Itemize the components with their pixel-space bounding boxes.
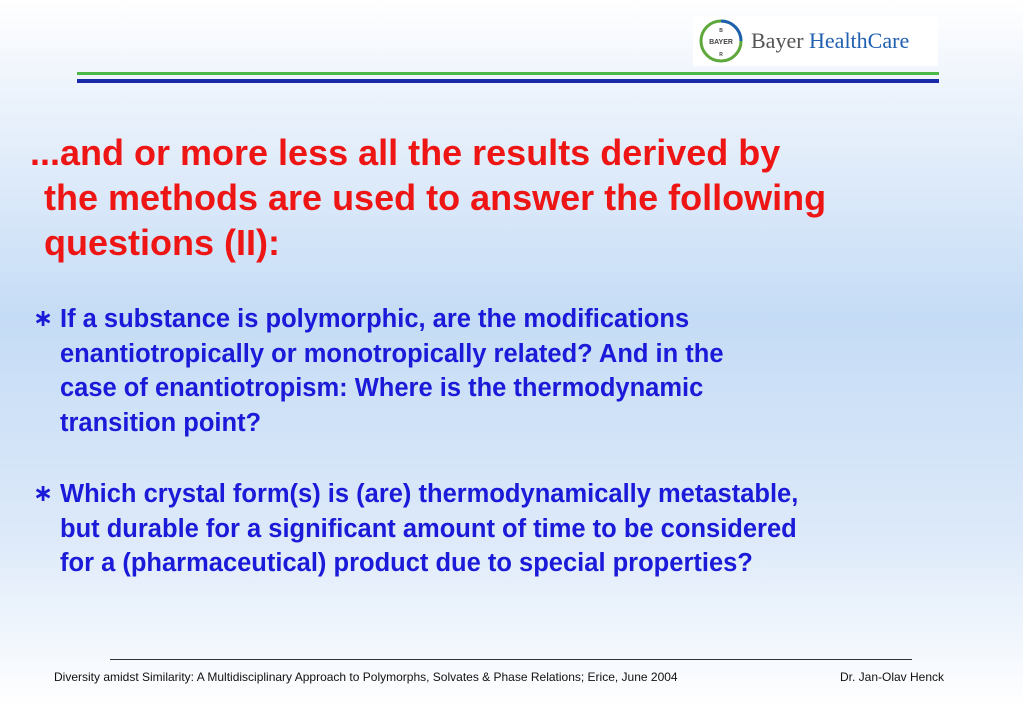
slide-heading <box>30 130 990 265</box>
bullet-line: Which crystal form(s) is (are) thermodynamically metastable, <box>60 480 799 508</box>
bullet-line: for a (pharmaceutical) product due to special properties? <box>60 549 753 577</box>
bayer-cross-emblem-icon <box>699 19 743 63</box>
bullet-line: case of enantiotropism: Where is the thermodynamic <box>60 374 704 402</box>
bullet-line: transition point? <box>60 408 262 437</box>
footer-author: Dr. Jan-Olav Henck <box>840 670 945 684</box>
bayer-healthcare-logo <box>693 16 938 66</box>
header-rule-green <box>77 72 939 75</box>
heading-line: questions (II): <box>44 222 280 263</box>
footer-conference: Diversity amidst Similarity: A Multidisciplinary Approach to Polymorphs, Solvates & Phase Relations; Erice, June 2004 <box>54 670 678 684</box>
svg-text:BAYER: BAYER <box>709 39 733 46</box>
logo-wordmark <box>751 28 909 54</box>
svg-text:R: R <box>719 52 723 58</box>
footer-rule <box>110 659 912 660</box>
heading-line: the methods are used to answer the following <box>44 177 827 218</box>
bullet-item-metastable <box>33 477 993 581</box>
heading-line: ...and or more less all the results derived by <box>30 132 781 173</box>
asterisk-bullet-icon: ∗ <box>33 305 54 332</box>
bullet-item-polymorphic <box>33 302 993 440</box>
logo-brand: Bayer <box>751 28 804 53</box>
svg-text:B: B <box>719 28 723 34</box>
logo-product: HealthCare <box>809 28 910 53</box>
bullet-line: but durable for a significant amount of time to be considered <box>60 514 797 543</box>
bullet-line: If a substance is polymorphic, are the modifications <box>60 305 690 333</box>
header-rule-blue <box>77 79 939 83</box>
bullet-line: enantiotropically or monotropically related? And in the <box>60 339 724 368</box>
asterisk-bullet-icon: ∗ <box>33 480 54 507</box>
